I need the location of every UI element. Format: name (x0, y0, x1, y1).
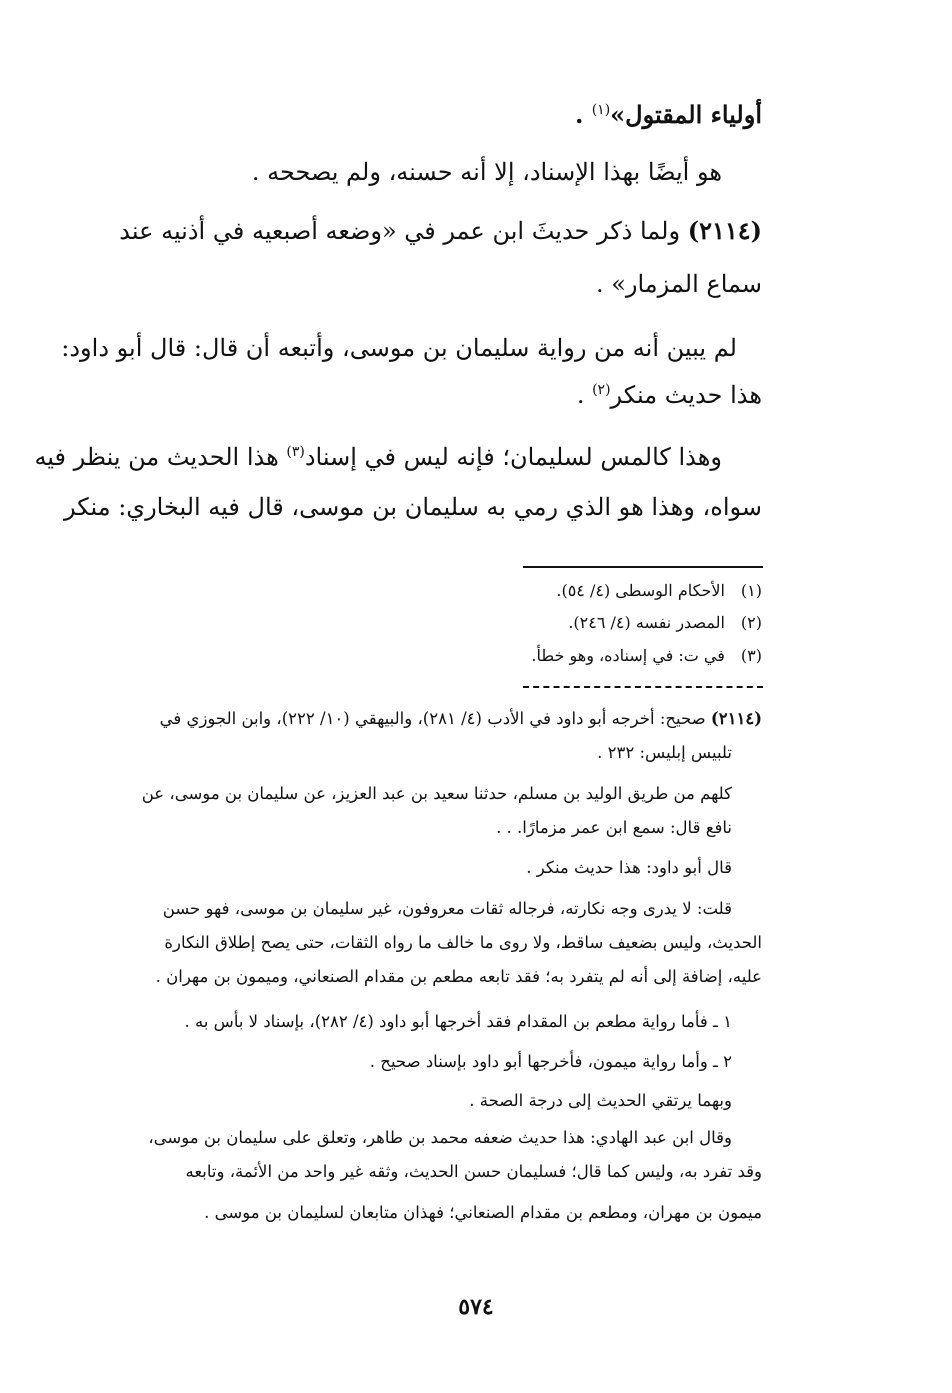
takhrij-hadith-number: (٢١١٤) (710, 709, 762, 728)
takhrij-line-2: تلبيس إبليس: ٢٣٢ . (597, 743, 732, 762)
takhrij-line-8: عليه، إضافة إلى أنه لم يتفرد به؛ فقد تابعه مطعم بن مقدام الصنعاني، وميمون بن مهران . (155, 967, 762, 986)
main-line-3: (٢١١٤) ولما ذكر حديثَ ابن عمر في «وضعه أصبعيه في أذنيه عند (119, 216, 762, 245)
main-line-8: سواه، وهذا هو الذي رمي به سليمان بن موسى، قال فيه البخاري: منكر (63, 493, 762, 521)
takhrij-line-1: (٢١١٤) صحيح: أخرجه أبو داود في الأدب (٤/ ٢٨١)، والبيهقي (١٠/ ٢٢٢)، وابن الجوزي في (159, 709, 762, 728)
footnote-3: (٣) في ت: في إسناده، وهو خطأ. (531, 646, 762, 665)
main-line-4: سماع المزمار» . (595, 270, 762, 298)
takhrij-line-12: وقال ابن عبد الهادي: هذا حديث ضعفه محمد بن طاهر، وتعلق على سليمان بن موسى، (148, 1128, 732, 1147)
footnote-2: (٢) المصدر نفسه (٤/ ٢٤٦). (568, 613, 762, 632)
footnote-ref-2: (٢) (592, 382, 611, 398)
takhrij-line-14: ميمون بن مهران، ومطعم بن مقدام الصنعاني؛ فهذان متابعان لسليمان بن موسى . (204, 1203, 762, 1222)
main-line-6: هذا حديث منكر$^{(٢)}$ . (576, 381, 762, 409)
footnote-separator (523, 566, 763, 568)
takhrij-separator (523, 686, 763, 688)
main-line-2: هو أيضًا بهذا الإسناد، إلا أنه حسنه، ولم يصححه . (251, 158, 722, 186)
footnote-1: (١) الأحكام الوسطى (٤/ ٥٤). (556, 581, 762, 600)
main-line-7: وهذا كالمس لسليمان؛ فإنه ليس في إسناد$^{(٣)}$ هذا الحديث من ينظر فيه (34, 443, 722, 471)
takhrij-line-13: وقد تفرد به، وليس كما قال؛ فسليمان حسن الحديث، وثقه غير واحد من الأئمة، وتابعه (185, 1162, 762, 1181)
takhrij-line-6: قلت: لا يدرى وجه نكارته، فرجاله ثقات معروفون، غير سليمان بن موسى، فهو حسن (162, 899, 732, 918)
page-number: ٥٧٤ (458, 1294, 494, 1320)
main-line-5: لم يبين أنه من رواية سليمان بن موسى، وأتبعه أن قال: قال أبو داود: (61, 334, 737, 362)
takhrij-line-7: الحديث، وليس بضعيف ساقط، ولا روى ما خالف ما رواه الثقات، حتى يصح إطلاق النكارة (164, 933, 762, 952)
footnote-ref-1: (١) (591, 102, 611, 118)
takhrij-line-5: قال أبو داود: هذا حديث منكر . (526, 858, 732, 877)
main-line-1: أولياء المقتول»$^{(١)}$ . (574, 100, 762, 129)
takhrij-line-9: ١ ـ فأما رواية مطعم بن المقدام فقد أخرجها أبو داود (٤/ ٢٨٢)، بإسناد لا بأس به . (184, 1012, 732, 1031)
takhrij-line-11: وبهما يرتقي الحديث إلى درجة الصحة . (469, 1091, 732, 1110)
takhrij-line-4: نافع قال: سمع ابن عمر مزمارًا. . . (496, 818, 732, 837)
footnote-ref-3: (٣) (286, 444, 305, 460)
takhrij-line-10: ٢ ـ وأما رواية ميمون، فأخرجها أبو داود بإسناد صحيح . (369, 1052, 732, 1071)
hadith-number: (٢١١٤) (687, 216, 762, 245)
takhrij-line-3: كلهم من طريق الوليد بن مسلم، حدثنا سعيد بن عبد العزيز، عن سليمان بن موسى، عن (141, 784, 732, 803)
